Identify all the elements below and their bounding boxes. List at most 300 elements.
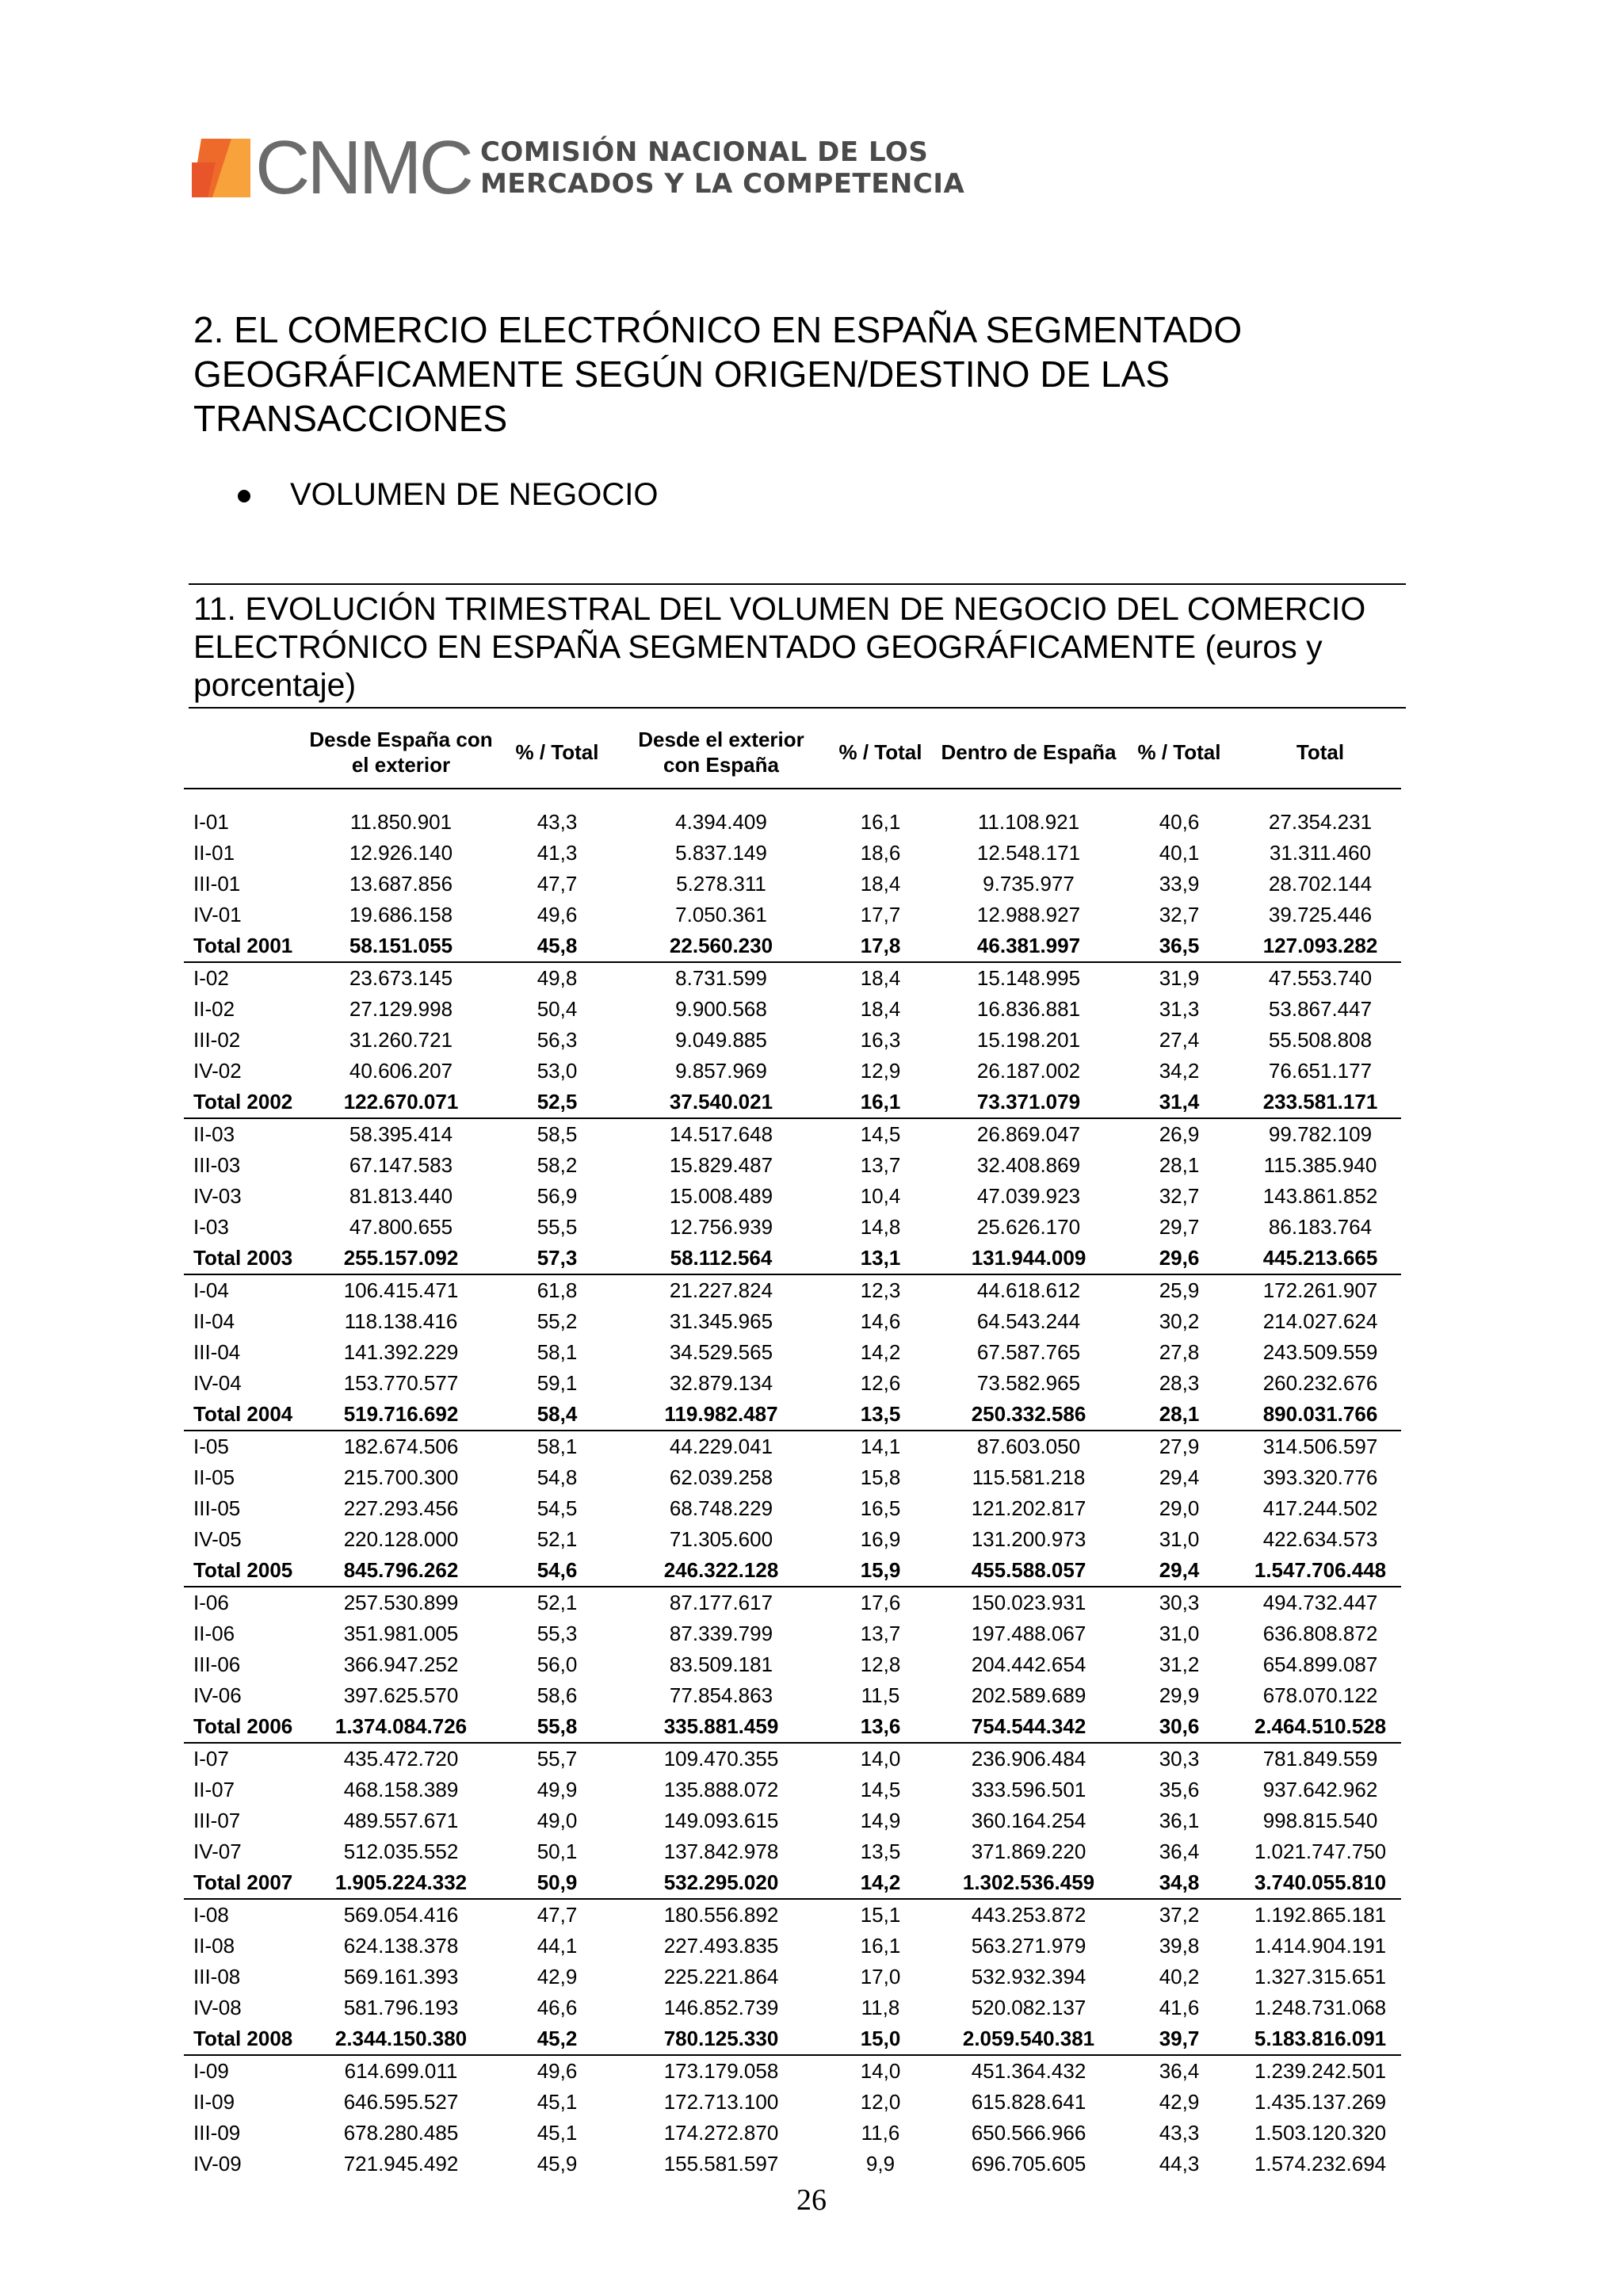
table-cell: 87.603.050 bbox=[976, 1435, 1081, 1458]
table-cell: 31,2 bbox=[1159, 1652, 1200, 1676]
table-row bbox=[184, 1462, 1401, 1493]
table-cell: 1.248.731.068 bbox=[1254, 1996, 1387, 2019]
table-row bbox=[184, 1524, 1401, 1555]
table-cell: 13,7 bbox=[860, 1153, 901, 1177]
column-header: Desde España con el exterior bbox=[307, 716, 495, 789]
table-cell: 9.735.977 bbox=[983, 872, 1075, 896]
total-row bbox=[184, 1867, 1401, 1899]
table-cell: 25.626.170 bbox=[976, 1215, 1081, 1239]
table-row bbox=[184, 1618, 1401, 1649]
row-label: I-04 bbox=[193, 1278, 229, 1302]
table-cell: 1.192.865.181 bbox=[1254, 1903, 1387, 1927]
table-cell: 14,1 bbox=[860, 1435, 901, 1458]
table-cell: 678.070.122 bbox=[1262, 1683, 1378, 1707]
table-cell: 18,6 bbox=[860, 841, 901, 865]
table-cell: 39,8 bbox=[1159, 1934, 1200, 1958]
table-cell: 15.829.487 bbox=[669, 1153, 773, 1177]
table-cell: 55.508.808 bbox=[1268, 1028, 1373, 1052]
table-cell: 55,2 bbox=[537, 1309, 578, 1333]
table-cell: 131.944.009 bbox=[938, 1243, 1119, 1274]
table-cell: 12,6 bbox=[860, 1371, 901, 1395]
table-cell: 236.906.484 bbox=[971, 1747, 1086, 1771]
table-cell: 36,5 bbox=[1119, 930, 1239, 962]
table-cell: 335.881.459 bbox=[620, 1711, 823, 1743]
row-label: IV-06 bbox=[193, 1683, 242, 1707]
table-cell: 56,3 bbox=[537, 1028, 578, 1052]
table-cell: 36,1 bbox=[1159, 1809, 1200, 1832]
row-label: IV-05 bbox=[193, 1527, 242, 1551]
table-cell: 119.982.487 bbox=[620, 1399, 823, 1431]
table-cell: 40.606.207 bbox=[349, 1059, 453, 1083]
table-cell: 67.587.765 bbox=[976, 1340, 1081, 1364]
table-cell: 3.740.055.810 bbox=[1239, 1867, 1401, 1899]
table-cell: 314.506.597 bbox=[1262, 1435, 1378, 1458]
table-cell: 13.687.856 bbox=[349, 872, 453, 896]
column-header: Dentro de España bbox=[938, 716, 1119, 789]
logo-acronym: CNMC bbox=[255, 125, 471, 210]
table-cell: 55,7 bbox=[537, 1747, 578, 1771]
table-cell: 202.589.689 bbox=[971, 1683, 1086, 1707]
table-cell: 27,8 bbox=[1159, 1340, 1200, 1364]
table-cell: 16,9 bbox=[860, 1527, 901, 1551]
table-row bbox=[184, 2149, 1401, 2179]
table-cell: 27,9 bbox=[1159, 1435, 1200, 1458]
table-cell: 182.674.506 bbox=[343, 1435, 459, 1458]
table-cell: 233.581.171 bbox=[1239, 1087, 1401, 1118]
table-cell: 58,5 bbox=[537, 1122, 578, 1146]
table-row bbox=[184, 1025, 1401, 1056]
table-cell: 227.493.835 bbox=[663, 1934, 779, 1958]
row-label: I-05 bbox=[193, 1435, 229, 1458]
table-cell: 998.815.540 bbox=[1262, 1809, 1378, 1832]
row-label: II-01 bbox=[193, 841, 235, 865]
table-cell: 1.021.747.750 bbox=[1254, 1839, 1387, 1863]
table-row bbox=[184, 2118, 1401, 2149]
table-cell: 47.553.740 bbox=[1268, 966, 1373, 990]
table-body bbox=[184, 807, 1401, 2179]
table-cell: 9,9 bbox=[865, 2152, 896, 2176]
table-cell: 30,2 bbox=[1159, 1309, 1200, 1333]
table-cell: 1.905.224.332 bbox=[307, 1867, 495, 1899]
table-cell: 35,6 bbox=[1159, 1778, 1200, 1801]
table-cell: 443.253.872 bbox=[971, 1903, 1086, 1927]
table-cell: 255.157.092 bbox=[307, 1243, 495, 1274]
table-cell: 10,4 bbox=[860, 1184, 901, 1208]
table-cell: 131.200.973 bbox=[971, 1527, 1086, 1551]
row-label: IV-07 bbox=[193, 1839, 242, 1863]
table-row bbox=[184, 1431, 1401, 1462]
table-cell: 50,1 bbox=[537, 1839, 578, 1863]
table-cell: 73.371.079 bbox=[938, 1087, 1119, 1118]
total-row bbox=[184, 1399, 1401, 1431]
logo-line-2: MERCADOS Y LA COMPETENCIA bbox=[479, 168, 965, 200]
table-cell: 58,4 bbox=[495, 1399, 620, 1431]
table-row bbox=[184, 1992, 1401, 2023]
table-cell: 31,9 bbox=[1159, 966, 1200, 990]
table-cell: 532.295.020 bbox=[620, 1867, 823, 1899]
table-cell: 122.670.071 bbox=[307, 1087, 495, 1118]
table-row bbox=[184, 1337, 1401, 1368]
table-title: 11. EVOLUCIÓN TRIMESTRAL DEL VOLUMEN DE NEGOCIO DEL COMERCIO ELECTRÓNICO EN ESPAÑA SEGMENTADO GEOGRÁFICAMENTE (euros y porcentaje) bbox=[189, 583, 1406, 709]
table-cell: 58.395.414 bbox=[349, 1122, 453, 1146]
row-label: I-02 bbox=[193, 966, 229, 990]
table-cell: 73.582.965 bbox=[976, 1371, 1081, 1395]
bullet-dot-icon bbox=[238, 490, 250, 502]
table-cell: 56,0 bbox=[537, 1652, 578, 1676]
table-header-row bbox=[184, 716, 1401, 789]
table-cell: 34,8 bbox=[1119, 1867, 1239, 1899]
table-cell: 106.415.471 bbox=[343, 1278, 459, 1302]
table-cell: 59,1 bbox=[537, 1371, 578, 1395]
row-label: Total 2002 bbox=[184, 1087, 307, 1118]
table-cell: 215.700.300 bbox=[343, 1465, 459, 1489]
table-cell: 1.574.232.694 bbox=[1254, 2152, 1387, 2176]
table-cell: 18,4 bbox=[860, 966, 901, 990]
data-table bbox=[184, 716, 1401, 2179]
table-cell: 29,4 bbox=[1159, 1465, 1200, 1489]
table-cell: 58.151.055 bbox=[307, 930, 495, 962]
table-cell: 15.148.995 bbox=[976, 966, 1081, 990]
table-cell: 754.544.342 bbox=[938, 1711, 1119, 1743]
table-row bbox=[184, 1743, 1401, 1775]
row-label: III-07 bbox=[193, 1809, 241, 1832]
table-row bbox=[184, 2055, 1401, 2087]
table-cell: 12.548.171 bbox=[976, 841, 1081, 865]
table-cell: 36,4 bbox=[1159, 2059, 1200, 2083]
table-cell: 8.731.599 bbox=[675, 966, 767, 990]
table-cell: 52,5 bbox=[495, 1087, 620, 1118]
row-label: Total 2003 bbox=[184, 1243, 307, 1274]
table-cell: 53.867.447 bbox=[1268, 997, 1373, 1021]
table-cell: 14,5 bbox=[860, 1122, 901, 1146]
table-cell: 489.557.671 bbox=[343, 1809, 459, 1832]
table-cell: 615.828.641 bbox=[971, 2090, 1086, 2114]
table-cell: 937.642.962 bbox=[1262, 1778, 1378, 1801]
table-cell: 260.232.676 bbox=[1262, 1371, 1378, 1395]
column-header: Total bbox=[1239, 716, 1401, 789]
table-cell: 44.229.041 bbox=[669, 1435, 773, 1458]
table-cell: 56,9 bbox=[537, 1184, 578, 1208]
table-row bbox=[184, 1680, 1401, 1711]
table-cell: 31.345.965 bbox=[669, 1309, 773, 1333]
table-cell: 40,2 bbox=[1159, 1965, 1200, 1988]
table-cell: 52,1 bbox=[537, 1591, 578, 1614]
table-cell: 17,8 bbox=[823, 930, 938, 962]
table-cell: 11.850.901 bbox=[349, 810, 453, 834]
table-cell: 33,9 bbox=[1159, 872, 1200, 896]
table-cell: 32,7 bbox=[1159, 1184, 1200, 1208]
table-cell: 845.796.262 bbox=[307, 1555, 495, 1587]
table-cell: 636.808.872 bbox=[1262, 1622, 1378, 1645]
table-cell: 781.849.559 bbox=[1262, 1747, 1378, 1771]
table-row bbox=[184, 1931, 1401, 1962]
table-cell: 624.138.378 bbox=[343, 1934, 459, 1958]
row-label: I-01 bbox=[193, 810, 229, 834]
table-row bbox=[184, 994, 1401, 1025]
page-number: 26 bbox=[796, 2183, 827, 2217]
row-label: III-02 bbox=[193, 1028, 241, 1052]
table-cell: 21.227.824 bbox=[669, 1278, 773, 1302]
table-cell: 12,3 bbox=[860, 1278, 901, 1302]
table-cell: 172.713.100 bbox=[663, 2090, 779, 2114]
table-cell: 890.031.766 bbox=[1239, 1399, 1401, 1431]
table-cell: 1.374.084.726 bbox=[307, 1711, 495, 1743]
table-cell: 62.039.258 bbox=[669, 1465, 773, 1489]
table-cell: 99.782.109 bbox=[1268, 1122, 1373, 1146]
table-cell: 1.503.120.320 bbox=[1254, 2121, 1387, 2145]
table-cell: 47.800.655 bbox=[349, 1215, 453, 1239]
table-cell: 351.981.005 bbox=[343, 1622, 459, 1645]
table-row bbox=[184, 1306, 1401, 1337]
table-cell: 68.748.229 bbox=[669, 1496, 773, 1520]
table-cell: 149.093.615 bbox=[663, 1809, 779, 1832]
table-cell: 1.302.536.459 bbox=[938, 1867, 1119, 1899]
table-cell: 49,9 bbox=[537, 1778, 578, 1801]
table-cell: 519.716.692 bbox=[307, 1399, 495, 1431]
table-row bbox=[184, 838, 1401, 869]
table-cell: 28.702.144 bbox=[1268, 872, 1373, 896]
table-cell: 18,4 bbox=[860, 997, 901, 1021]
table-cell: 127.093.282 bbox=[1239, 930, 1401, 962]
table-row bbox=[184, 1274, 1401, 1306]
table-cell: 225.221.864 bbox=[663, 1965, 779, 1988]
bullet-text: VOLUMEN DE NEGOCIO bbox=[290, 477, 659, 512]
table-cell: 13,6 bbox=[823, 1711, 938, 1743]
logo-line-1: COMISIÓN NACIONAL DE LOS bbox=[479, 136, 929, 168]
column-header: Desde el exterior con España bbox=[620, 716, 823, 789]
table-cell: 12,9 bbox=[860, 1059, 901, 1083]
table-row bbox=[184, 1587, 1401, 1618]
table-cell: 150.023.931 bbox=[971, 1591, 1086, 1614]
total-row bbox=[184, 1711, 1401, 1743]
table-cell: 11.108.921 bbox=[977, 810, 1080, 834]
table-cell: 1.239.242.501 bbox=[1254, 2059, 1387, 2083]
table-cell: 204.442.654 bbox=[971, 1652, 1086, 1676]
table-cell: 23.673.145 bbox=[349, 966, 453, 990]
table-cell: 15,9 bbox=[823, 1555, 938, 1587]
table-cell: 393.320.776 bbox=[1262, 1465, 1378, 1489]
table-cell: 13,5 bbox=[860, 1839, 901, 1863]
table-cell: 52,1 bbox=[537, 1527, 578, 1551]
table-cell: 532.932.394 bbox=[971, 1965, 1086, 1988]
row-label: II-03 bbox=[193, 1122, 235, 1146]
table-row bbox=[184, 1962, 1401, 1992]
table-cell: 15,8 bbox=[860, 1465, 901, 1489]
section-title: 2. EL COMERCIO ELECTRÓNICO EN ESPAÑA SEGMENTADO GEOGRÁFICAMENTE SEGÚN ORIGEN/DESTINO DE LAS TRANSACCIONES bbox=[193, 309, 1243, 439]
table-cell: 11,6 bbox=[861, 2121, 900, 2145]
table-cell: 678.280.485 bbox=[343, 2121, 459, 2145]
table-cell: 67.147.583 bbox=[349, 1153, 453, 1177]
table-cell: 16,1 bbox=[860, 1934, 901, 1958]
table-cell: 451.364.432 bbox=[971, 2059, 1086, 2083]
table-cell: 87.339.799 bbox=[669, 1622, 773, 1645]
row-label: III-08 bbox=[193, 1965, 241, 1988]
total-row bbox=[184, 2023, 1401, 2055]
table-cell: 27,4 bbox=[1159, 1028, 1200, 1052]
table-cell: 16,3 bbox=[860, 1028, 901, 1052]
table-cell: 121.202.817 bbox=[971, 1496, 1086, 1520]
table-cell: 44.618.612 bbox=[976, 1278, 1081, 1302]
table-cell: 115.385.940 bbox=[1263, 1153, 1377, 1177]
row-label: Total 2007 bbox=[184, 1867, 307, 1899]
row-label: Total 2005 bbox=[184, 1555, 307, 1587]
table-row bbox=[184, 962, 1401, 994]
table-cell: 39,7 bbox=[1119, 2023, 1239, 2055]
table-cell: 14,9 bbox=[860, 1809, 901, 1832]
row-label: Total 2006 bbox=[184, 1711, 307, 1743]
table-cell: 29,4 bbox=[1119, 1555, 1239, 1587]
table-cell: 12.756.939 bbox=[669, 1215, 773, 1239]
table-cell: 654.899.087 bbox=[1262, 1652, 1378, 1676]
table-cell: 5.183.816.091 bbox=[1239, 2023, 1401, 2055]
table-row bbox=[184, 1212, 1401, 1243]
table-cell: 31.311.460 bbox=[1269, 841, 1372, 865]
table-cell: 31,3 bbox=[1159, 997, 1200, 1021]
table-cell: 29,6 bbox=[1119, 1243, 1239, 1274]
row-label: I-09 bbox=[193, 2059, 229, 2083]
table-row bbox=[184, 2087, 1401, 2118]
table-cell: 257.530.899 bbox=[343, 1591, 459, 1614]
table-cell: 563.271.979 bbox=[971, 1934, 1086, 1958]
table-row bbox=[184, 1899, 1401, 1931]
table-cell: 2.059.540.381 bbox=[938, 2023, 1119, 2055]
table-cell: 1.547.706.448 bbox=[1239, 1555, 1401, 1587]
row-label: III-04 bbox=[193, 1340, 241, 1364]
table-cell: 55,3 bbox=[537, 1622, 578, 1645]
table-cell: 45,8 bbox=[495, 930, 620, 962]
table-cell: 64.543.244 bbox=[976, 1309, 1081, 1333]
row-label: II-09 bbox=[193, 2090, 235, 2114]
row-label: Total 2008 bbox=[184, 2023, 307, 2055]
row-label: III-09 bbox=[193, 2121, 241, 2145]
table-row bbox=[184, 900, 1401, 930]
table-cell: 71.305.600 bbox=[669, 1527, 773, 1551]
table-cell: 27.354.231 bbox=[1268, 810, 1373, 834]
table-cell: 37.540.021 bbox=[620, 1087, 823, 1118]
row-label: II-07 bbox=[193, 1778, 235, 1801]
table-cell: 45,9 bbox=[537, 2152, 578, 2176]
table-cell: 16.836.881 bbox=[976, 997, 1081, 1021]
table-cell: 174.272.870 bbox=[663, 2121, 779, 2145]
table-cell: 417.244.502 bbox=[1262, 1496, 1378, 1520]
table-cell: 197.488.067 bbox=[971, 1622, 1086, 1645]
table-cell: 41,3 bbox=[537, 841, 578, 865]
table-cell: 17,7 bbox=[860, 903, 901, 926]
table-row bbox=[184, 869, 1401, 900]
table-cell: 25,9 bbox=[1159, 1278, 1200, 1302]
table-cell: 135.888.072 bbox=[663, 1778, 779, 1801]
table-cell: 34,2 bbox=[1159, 1059, 1200, 1083]
column-header: % / Total bbox=[495, 716, 620, 789]
row-label: I-07 bbox=[193, 1747, 229, 1771]
table-cell: 15,0 bbox=[823, 2023, 938, 2055]
table-cell: 14,5 bbox=[860, 1778, 901, 1801]
table-row bbox=[184, 1368, 1401, 1399]
table-cell: 146.852.739 bbox=[663, 1996, 779, 2019]
table-cell: 58,1 bbox=[537, 1435, 578, 1458]
row-label: II-04 bbox=[193, 1309, 235, 1333]
table-cell: 650.566.966 bbox=[971, 2121, 1086, 2145]
table-cell: 34.529.565 bbox=[669, 1340, 773, 1364]
row-label: IV-09 bbox=[193, 2152, 242, 2176]
table-cell: 18,4 bbox=[860, 872, 901, 896]
table-cell: 9.857.969 bbox=[675, 1059, 767, 1083]
table-cell: 81.813.440 bbox=[349, 1184, 453, 1208]
table-cell: 28,3 bbox=[1159, 1371, 1200, 1395]
table-cell: 646.595.527 bbox=[343, 2090, 459, 2114]
total-row bbox=[184, 1087, 1401, 1118]
table-cell: 86.183.764 bbox=[1268, 1215, 1373, 1239]
table-cell: 31,0 bbox=[1159, 1527, 1200, 1551]
table-cell: 41,6 bbox=[1159, 1996, 1200, 2019]
table-cell: 14,2 bbox=[823, 1867, 938, 1899]
table-cell: 49,8 bbox=[537, 966, 578, 990]
table-cell: 39.725.446 bbox=[1268, 903, 1373, 926]
cnmc-logo-mark-icon bbox=[192, 139, 250, 197]
table-row bbox=[184, 807, 1401, 838]
table-cell: 28,1 bbox=[1159, 1153, 1200, 1177]
bullet-item bbox=[238, 474, 659, 515]
table-cell: 50,9 bbox=[495, 1867, 620, 1899]
cnmc-logo bbox=[192, 125, 965, 210]
table-cell: 28,1 bbox=[1119, 1399, 1239, 1431]
table-cell: 15.008.489 bbox=[669, 1184, 773, 1208]
table-cell: 46.381.997 bbox=[938, 930, 1119, 962]
table-cell: 14,8 bbox=[860, 1215, 901, 1239]
table-cell: 243.509.559 bbox=[1262, 1340, 1378, 1364]
table-cell: 16,1 bbox=[823, 1087, 938, 1118]
table-cell: 44,1 bbox=[537, 1934, 578, 1958]
table-cell: 87.177.617 bbox=[669, 1591, 773, 1614]
table-cell: 422.634.573 bbox=[1262, 1527, 1378, 1551]
table-cell: 49,6 bbox=[537, 2059, 578, 2083]
table-cell: 54,8 bbox=[537, 1465, 578, 1489]
table-cell: 49,0 bbox=[537, 1809, 578, 1832]
table-cell: 118.138.416 bbox=[344, 1309, 458, 1333]
table-cell: 141.392.229 bbox=[343, 1340, 459, 1364]
table-cell: 569.161.393 bbox=[343, 1965, 459, 1988]
table-cell: 137.842.978 bbox=[663, 1839, 779, 1863]
table-cell: 54,5 bbox=[537, 1496, 578, 1520]
row-label: III-01 bbox=[193, 872, 241, 896]
table-row bbox=[184, 1118, 1401, 1150]
table-cell: 12,8 bbox=[860, 1652, 901, 1676]
table-cell: 5.837.149 bbox=[675, 841, 767, 865]
table-cell: 14,0 bbox=[860, 1747, 901, 1771]
table-cell: 17,6 bbox=[860, 1591, 901, 1614]
table-cell: 32,7 bbox=[1159, 903, 1200, 926]
table-cell: 32.408.869 bbox=[976, 1153, 1081, 1177]
table-cell: 520.082.137 bbox=[971, 1996, 1086, 2019]
table-cell: 227.293.456 bbox=[343, 1496, 459, 1520]
table-row bbox=[184, 1836, 1401, 1867]
table-cell: 29,0 bbox=[1159, 1496, 1200, 1520]
table-cell: 42,9 bbox=[1159, 2090, 1200, 2114]
table-cell: 43,3 bbox=[537, 810, 578, 834]
table-cell: 435.472.720 bbox=[343, 1747, 459, 1771]
table-cell: 9.900.568 bbox=[675, 997, 767, 1021]
table-cell: 36,4 bbox=[1159, 1839, 1200, 1863]
table-cell: 58.112.564 bbox=[620, 1243, 823, 1274]
table-cell: 14.517.648 bbox=[669, 1122, 773, 1146]
table-cell: 2.464.510.528 bbox=[1239, 1711, 1401, 1743]
table-cell: 1.435.137.269 bbox=[1254, 2090, 1387, 2114]
table-cell: 569.054.416 bbox=[343, 1903, 459, 1927]
table-cell: 83.509.181 bbox=[669, 1652, 773, 1676]
table-cell: 173.179.058 bbox=[663, 2059, 779, 2083]
table-cell: 11,5 bbox=[861, 1683, 900, 1707]
row-label: III-03 bbox=[193, 1153, 241, 1177]
